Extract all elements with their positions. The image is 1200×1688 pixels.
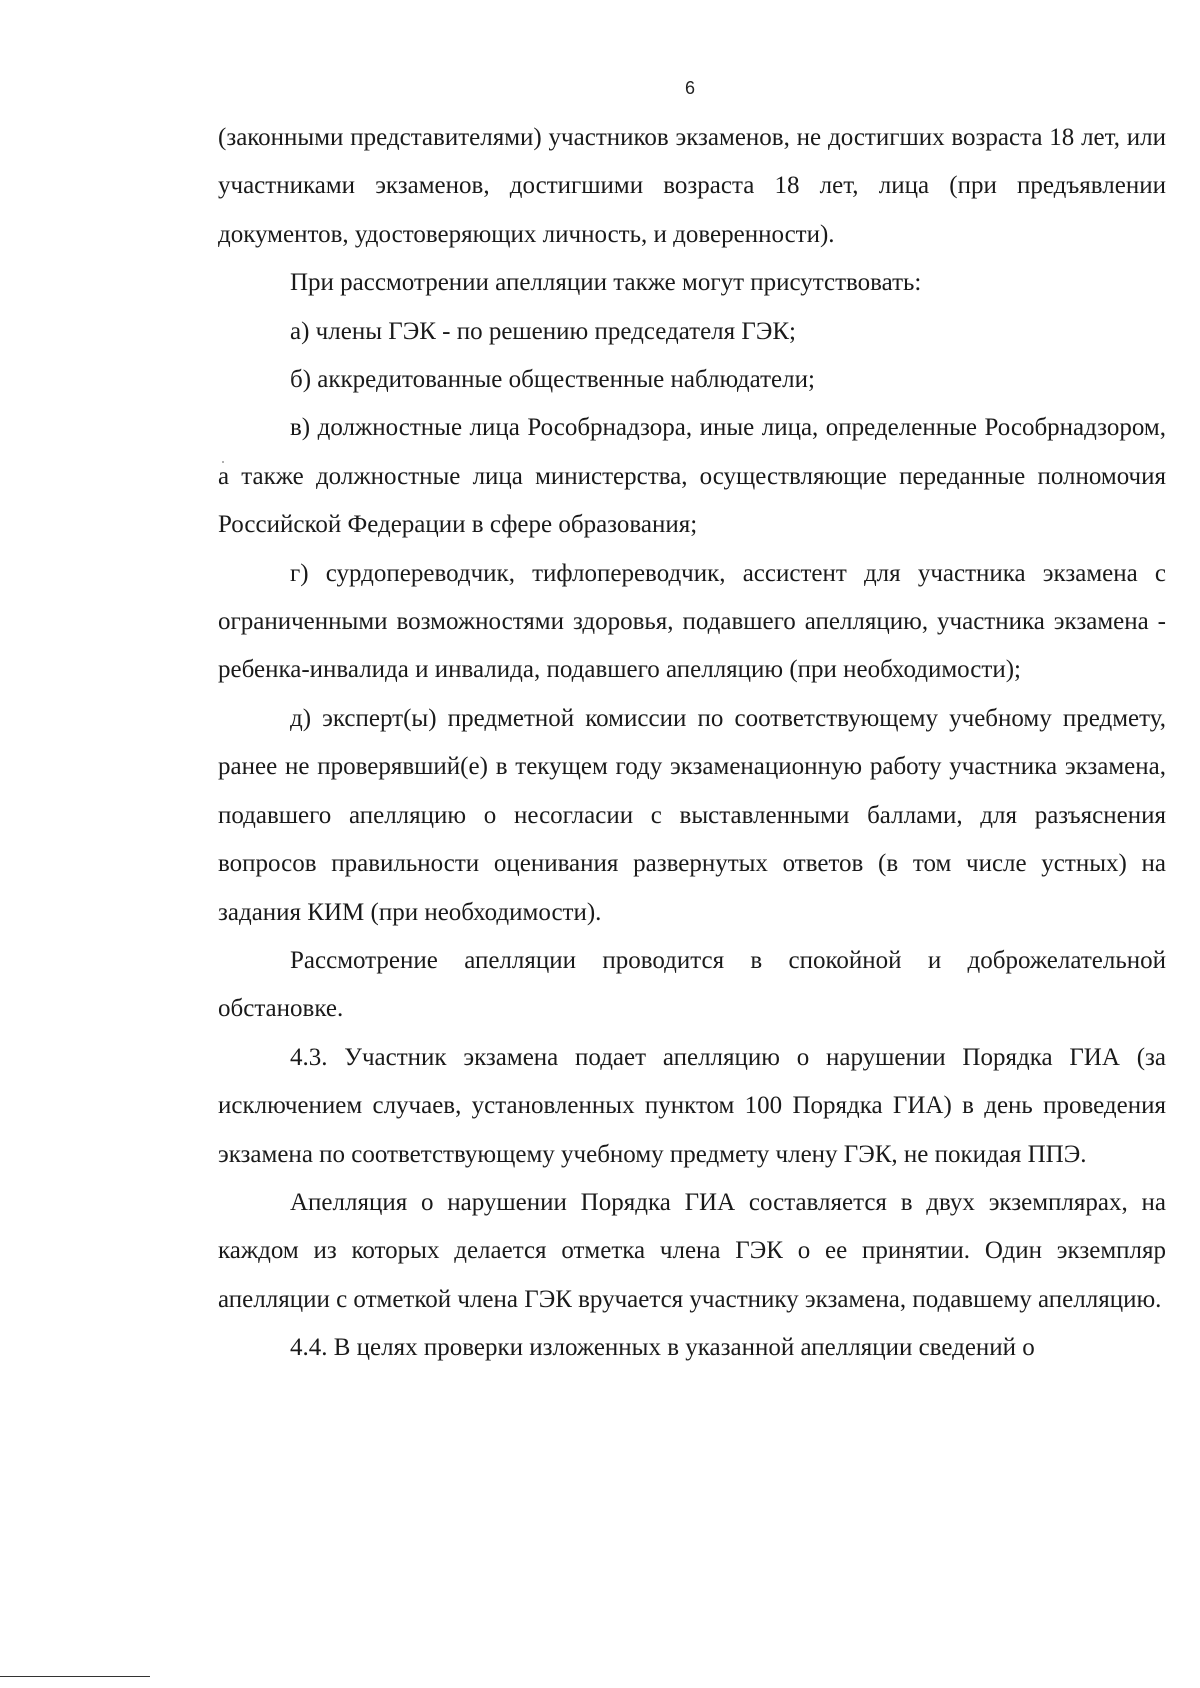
list-item-d: д) эксперт(ы) предметной комиссии по соответствующему учебному предмету, ранее не проверявший(е) в текущем году экзаменационную работу участника экзамена, подавшего апелляцию о несогласии с выставленными баллами, для разъяснения вопросов правильности оценивания развернутых ответов (в том числе устных) на задания КИМ (при необходимости). (218, 704, 1166, 926)
paragraph-2: При рассмотрении апелляции также могут присутствовать: (290, 269, 922, 297)
paragraph-calm-atmosphere: Рассмотрение апелляции проводится в спокойной и доброжелательной обстановке. (218, 946, 1166, 1023)
list-item-v: в) должностные лица Рособрнадзора, иные лица, определенные Рособрнадзором, а также должностные лица министерства, осуществляющие переданные полномочия Российской Федерации в сфере образования; (218, 414, 1166, 539)
paragraph-1: (законными представителями) участников экзаменов, не достигших возраста 18 лет, или участниками экзаменов, достигшими возраста 18 лет, лица (при предъявлении документов, удостоверяющих личность, и доверенности). (218, 124, 1166, 248)
list-item-b: б) аккредитованные общественные наблюдатели; (290, 366, 815, 394)
section-4-4: 4.4. В целях проверки изложенных в указанной апелляции сведений о (290, 1334, 1035, 1362)
section-4-3: 4.3. Участник экзамена подает апелляцию о нарушении Порядка ГИА (за исключением случаев, установленных пунктом 100 Порядка ГИА) в день проведения экзамена по соответствующему учебному предмету члену ГЭК, не покидая ППЭ. (218, 1043, 1166, 1168)
footnote-rule (0, 1676, 150, 1677)
page-number: 6 (684, 78, 695, 98)
list-item-g: г) сурдопереводчик, тифлопереводчик, ассистент для участника экзамена с ограниченными возможностями здоровья, подавшего апелляцию, участника экзамена - ребенка-инвалида и инвалида, подавшего апелляцию (при необходимости); (218, 559, 1166, 684)
list-item-a: а) члены ГЭК - по решению председателя ГЭК; (290, 317, 796, 345)
paragraph-appeal-copies: Апелляция о нарушении Порядка ГИА составляется в двух экземплярах, на каждом из которых делается отметка члена ГЭК о ее принятии. Один экземпляр апелляции с отметкой члена ГЭК вручается участнику экзамена, подавшему апелляцию. (218, 1188, 1166, 1313)
scan-artifact (222, 461, 224, 463)
document-body (218, 114, 1166, 1373)
